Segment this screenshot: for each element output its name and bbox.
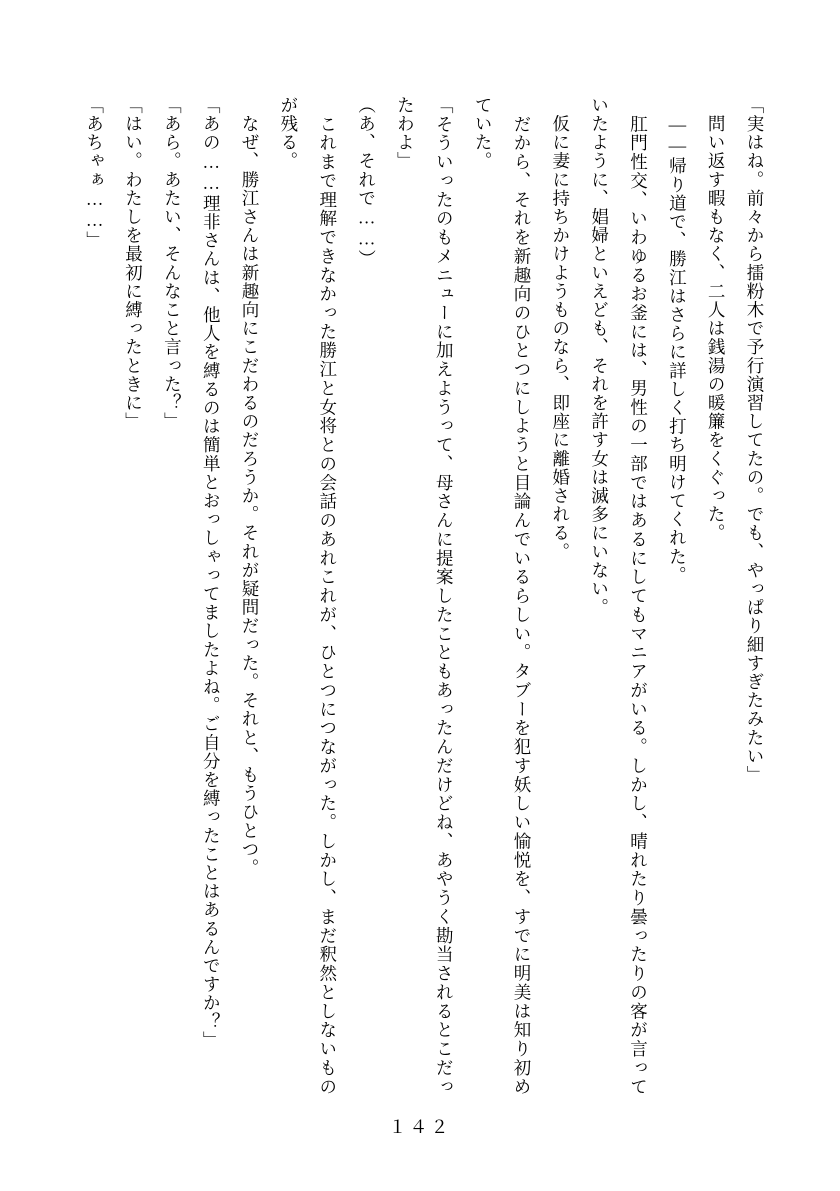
body-line: 「実はね。前々から擂粉木で予行演習してたの。でも、やっぱり細すぎたみたい」 (745, 96, 765, 785)
body-line: 「そういったのもメニューに加えようって、母さんに提案したこともあったんだけどね、あやうく勘当されるとこだったわよ」 (395, 96, 455, 1096)
page-number: １４２ (388, 1117, 452, 1137)
body-line: 肛門性交、いわゆるお釜には、男性の一部ではあるにしてもマニアがいる。しかし、晴れたり曇ったりの客が言っていたように、娼婦といえども、それを許す女は滅多にいない。 (589, 96, 649, 1096)
body-line: 問い返す暇もなく、二人は銭湯の暖簾をくぐった。 (706, 96, 727, 543)
body-line: 「あの……理非さんは、他人を縛るのは簡単とおっしゃってましたよね。ご自分を縛ったことはあるんですか？」 (201, 96, 222, 1050)
body-line: これまで理解できなかった勝江と女将との会話のあれこれが、ひとつにつながった。しかし、まだ釈然としないものが残る。 (278, 96, 338, 1096)
body-line: （あ、それで……） (356, 96, 377, 269)
body-line: だから、それを新趣向のひとつにしようと目論んでいるらしい。タブーを犯す妖しい愉悦を、すでに明美は知り初めていた。 (473, 96, 532, 1096)
body-line: 「はい。わたしを最初に縛ったときに」 (123, 96, 144, 431)
body-line: なぜ、勝江さんは新趣向にこだわるのだろうか。それが疑問だった。それと、もうひとつ。 (240, 96, 261, 878)
body-line: 「あら。あたい、そんなこと言った？」 (162, 96, 183, 431)
body-line: 仮に妻に持ちかけようものなら、即座に離婚される。 (550, 96, 571, 561)
body-line: 「あちゃぁ……」 (84, 96, 105, 250)
body-text (54, 96, 774, 1096)
body-line: ――帰り道で、勝江はさらに詳しく打ち明けてくれた。 (667, 96, 688, 585)
